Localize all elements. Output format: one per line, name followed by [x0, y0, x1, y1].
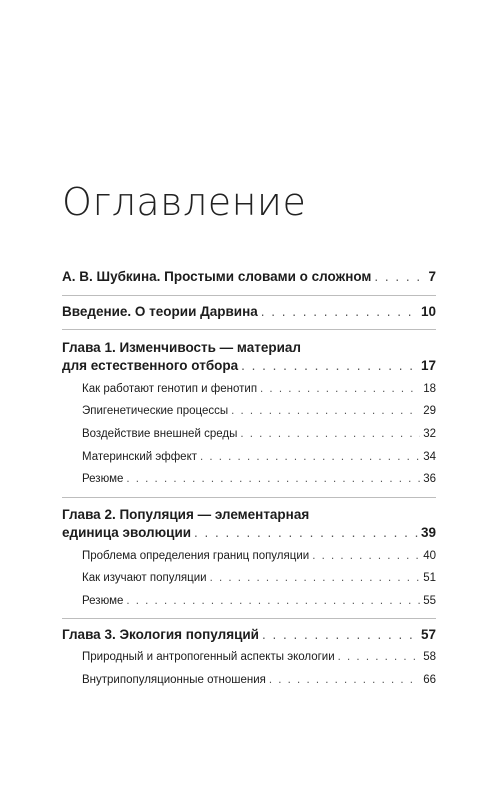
dot-leader	[126, 592, 420, 610]
toc-entry-page: 17	[420, 358, 436, 373]
toc-entry-chapter-2[interactable]	[62, 524, 436, 542]
toc-entry-page: 36	[423, 473, 436, 485]
toc-entry-title: Материнский эффект	[82, 451, 197, 463]
toc-subentry-summary-2[interactable]	[82, 592, 436, 610]
dot-leader	[126, 470, 420, 488]
dot-leader	[374, 268, 425, 286]
dot-leader	[260, 380, 420, 398]
toc-entry-page: 10	[420, 304, 436, 319]
divider	[62, 329, 436, 330]
toc-subentry-studying-populations[interactable]	[82, 569, 436, 587]
toc-entry-chapter-3[interactable]	[62, 626, 436, 644]
divider	[62, 618, 436, 619]
toc-subentry-epigenetics[interactable]	[82, 402, 436, 420]
toc-subentry-intrapopulation-relations[interactable]	[82, 671, 436, 689]
toc-subentry-ecology-aspects[interactable]	[82, 648, 436, 666]
chapter-2-title-line1: Глава 2. Популяция — элементарная	[62, 507, 310, 522]
toc-entry-title: Внутрипопуляционные отношения	[82, 674, 266, 686]
toc-entry-chapter-1[interactable]	[62, 357, 436, 375]
toc-entry-title: Природный и антропогенный аспекты экологии	[82, 651, 335, 663]
toc-entry-introduction[interactable]	[62, 303, 436, 321]
toc-entry-page: 29	[423, 405, 436, 417]
toc-entry-title: Как работают генотип и фенотип	[82, 383, 258, 395]
toc-entry-page: 32	[423, 428, 436, 440]
toc-entry-page: 58	[423, 651, 436, 663]
toc-entry-title: А. В. Шубкина. Простыми словами о сложном	[62, 269, 372, 284]
toc-entry-page: 55	[423, 595, 436, 607]
dot-leader	[261, 303, 418, 321]
toc-entry-page: 18	[423, 383, 436, 395]
toc-subentry-environment[interactable]	[82, 425, 436, 443]
chapter-1-title-line1: Глава 1. Изменчивость — материал	[62, 340, 301, 355]
toc-entry-page: 57	[420, 627, 436, 642]
toc-entry-page: 66	[423, 674, 436, 686]
dot-leader	[231, 402, 420, 420]
toc-entry-foreword[interactable]	[62, 268, 436, 286]
toc-entry-page: 7	[428, 269, 436, 284]
toc-subentry-population-boundaries[interactable]	[82, 547, 436, 565]
dot-leader	[210, 569, 421, 587]
toc-entry-title: Введение. О теории Дарвина	[62, 304, 258, 319]
dot-leader	[200, 448, 420, 466]
toc-entry-page: 34	[423, 451, 436, 463]
toc-entry-title: Как изучают популяции	[82, 572, 207, 584]
toc-entry-title: Резюме	[82, 595, 124, 607]
dot-leader	[241, 357, 418, 375]
toc-entry-page: 51	[423, 572, 436, 584]
dot-leader	[194, 524, 418, 542]
dot-leader	[262, 626, 418, 644]
toc-entry-title: Резюме	[82, 473, 124, 485]
toc-subentry-summary-1[interactable]	[82, 470, 436, 488]
toc-entry-title: единица эволюции	[62, 525, 192, 540]
toc-subentry-maternal-effect[interactable]	[82, 448, 436, 466]
dot-leader	[240, 425, 420, 443]
toc-entry-title: Эпигенетические процессы	[82, 405, 229, 417]
divider	[62, 497, 436, 498]
dot-leader	[338, 648, 421, 666]
dot-leader	[312, 547, 420, 565]
toc-entry-page: 39	[420, 525, 436, 540]
divider	[62, 295, 436, 296]
page-title: Оглавление	[62, 180, 307, 224]
toc-entry-title: Глава 3. Экология популяций	[62, 627, 259, 642]
toc-entry-title: Проблема определения границ популяции	[82, 550, 310, 562]
dot-leader	[269, 671, 420, 689]
toc-entry-title: для естественного отбора	[62, 358, 239, 373]
toc-entry-title: Воздействие внешней среды	[82, 428, 238, 440]
toc-subentry-genotype[interactable]	[82, 380, 436, 398]
toc-entry-page: 40	[423, 550, 436, 562]
